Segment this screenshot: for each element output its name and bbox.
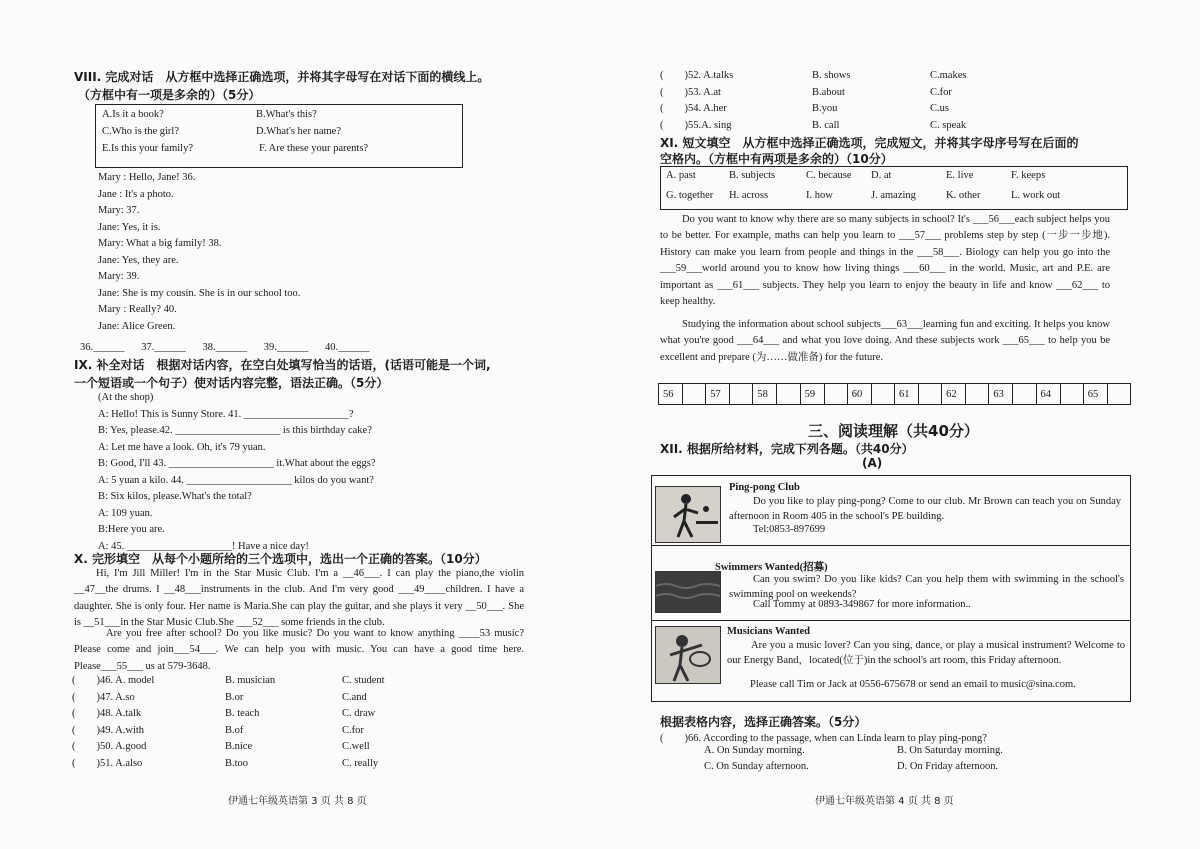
- shop-line: A: 5 yuan a kilo. 44. ____________________ kilos do you want?: [98, 474, 374, 486]
- musician-image: [655, 626, 721, 684]
- section-9-title: IX. 补全对话 根据对话内容，在空白处填写恰当的话语，(话语可能是一个词,: [74, 358, 491, 372]
- answer-cell[interactable]: [824, 384, 847, 405]
- choice-b[interactable]: B. musician: [225, 675, 276, 686]
- choice-b[interactable]: B.about: [812, 86, 845, 98]
- shop-line: A: Hello! This is Sunny Store. 41. ____________________?: [98, 408, 354, 420]
- answer-cell[interactable]: [1107, 384, 1130, 405]
- choice-a[interactable]: ( )54. A.her: [660, 103, 727, 114]
- choice-row: [72, 673, 512, 690]
- shop-line: A: Let me have a look. Oh, it's 79 yuan.: [98, 441, 266, 453]
- shop-line: B: Six kilos, please.What's the total?: [98, 491, 252, 502]
- passage-paragraph-2: Studying the information about school subjects___63___learning fun and exciting. It helps you know what you're good ___64___ and what you love doing. And these subjects work ___65___ to help you be excellent and prepare (为……做准备) for the future.: [660, 319, 1110, 363]
- shop-line: B:Here you are.: [98, 524, 165, 535]
- choice-row: [72, 739, 512, 756]
- word-option: D. at: [871, 170, 892, 181]
- answer-cell[interactable]: [871, 384, 894, 405]
- choice-a[interactable]: ( )47. A.so: [72, 691, 135, 703]
- choice-a[interactable]: ( )48. A.talk: [72, 708, 142, 719]
- option: C.Who is the girl?: [102, 126, 179, 137]
- choice-b[interactable]: B.you: [812, 103, 838, 114]
- section-11-title-cont: 空格内。（方框中有两项是多余的）（10分）: [660, 152, 893, 166]
- choice-c[interactable]: C.makes: [930, 70, 967, 81]
- choice-row: [660, 85, 1120, 102]
- shop-line: B: Good, I'll 43. ____________________ it.What about the eggs?: [98, 458, 376, 469]
- word-option: E. live: [946, 170, 974, 181]
- choice-b[interactable]: B.nice: [225, 741, 253, 752]
- dialog-line: Mary: What a big family! 38.: [98, 238, 222, 249]
- choice-c[interactable]: C.well: [342, 741, 370, 752]
- word-option: G. together: [666, 190, 714, 201]
- section-11-title: XI. 短文填空 从方框中选择正确选项，完成短文，并将其字母序号写在后面的: [660, 136, 1079, 150]
- dialog-line: Jane: Yes, they are.: [98, 254, 179, 266]
- word-option: I. how: [806, 190, 833, 201]
- word-bank-box: [660, 166, 1128, 210]
- word-option: J. amazing: [871, 190, 916, 201]
- ad-title: Swimmers Wanted(招募): [715, 562, 828, 573]
- word-option: H. across: [729, 190, 769, 201]
- question-instructions: 根据表格内容，选择正确答案。（5分）: [660, 715, 867, 729]
- choice-b[interactable]: B. call: [812, 119, 840, 131]
- answer-blanks[interactable]: 36.______ 37.______ 38.______ 39.______ 40.______: [80, 342, 370, 353]
- ad-body: Can you swim? Do you like kids? Can you help them with swimming in the school's swimming pool on weekends?: [729, 574, 1124, 600]
- choice-a[interactable]: ( )50. A.good: [72, 741, 147, 752]
- ad-title: Ping-pong Club: [729, 482, 800, 493]
- q66-option-b[interactable]: B. On Saturday morning.: [897, 745, 1003, 756]
- word-option: C. because: [806, 170, 852, 181]
- passage-paragraph-1: Do you want to know why there are so many subjects in school? It's ___56___each subject helps you to be better. For example, maths can help you learn to ___57___ problems step by step (一步一步地). History can make you learn from people and things in the ___58___. Biology can help you go into the ___59___world around you to know how living things ___60___ in the world. Music, art and P.E. are important as ___61___ subjects. They help you learn to enjoy the beauty in life and know ___62___ to keep healthy.: [660, 214, 1110, 308]
- choice-c[interactable]: C. really: [342, 757, 379, 769]
- option: A.Is it a book?: [102, 109, 164, 120]
- ad-body: Do you like to play ping-pong? Come to our club. Mr Brown can teach you on Sunday afternoon in Room 405 in the school's PE building.: [729, 496, 1121, 522]
- section-12-title: XII. 根据所给材料，完成下列各题。（共40分）: [660, 442, 914, 456]
- dialog-line: Jane: She is my cousin. She is in our school too.: [98, 287, 301, 299]
- dialog-line: Mary: 37.: [98, 205, 140, 216]
- shop-line: B: Yes, please.42. ____________________ is this birthday cake?: [98, 425, 372, 436]
- ad-contact: Please call Tim or Jack at 0556-675678 or send an email to music@sina.com.: [750, 679, 1076, 690]
- dialog-line: Jane : It's a photo.: [98, 188, 174, 200]
- choice-b[interactable]: B. teach: [225, 708, 260, 719]
- word-option: F. keeps: [1011, 170, 1046, 181]
- answer-label: 59: [800, 384, 824, 405]
- answer-cell[interactable]: [1060, 384, 1083, 405]
- answer-table: [658, 383, 1131, 405]
- choice-row: [660, 101, 1120, 118]
- option: E.Is this your family?: [102, 143, 193, 154]
- answer-cell[interactable]: [919, 384, 942, 405]
- dialog: [98, 170, 300, 335]
- page-footer: 伊通七年级英语第 3 页 共 8 页: [228, 796, 367, 807]
- word-option: A. past: [666, 170, 696, 181]
- choice-b[interactable]: B.or: [225, 691, 244, 703]
- shop-line: (At the shop): [98, 392, 154, 403]
- ad-body: Are you a music lover? Can you sing, dance, or play a musical instrument? Welcome to our Energy Band，located(位于)in the school's art room, this Friday afternoon.: [727, 640, 1125, 666]
- shop-line: A: 109 yuan.: [98, 507, 153, 519]
- answer-label: 58: [753, 384, 777, 405]
- answer-label: 57: [706, 384, 730, 405]
- dialog-line: Jane: Yes, it is.: [98, 221, 161, 233]
- section-8-subtitle: （方框中有一项是多余的）（5分）: [78, 88, 261, 102]
- swimming-image: [655, 571, 721, 613]
- ping-pong-image: [655, 486, 721, 543]
- divider: [652, 545, 1130, 546]
- answer-label: 64: [1036, 384, 1060, 405]
- choice-c[interactable]: C. draw: [342, 708, 376, 719]
- part-3-heading: 三、阅读理解（共40分）: [808, 422, 979, 440]
- section-10-title: X. 完形填空 从每个小题所给的三个选项中，选出一个正确的答案。（10分）: [74, 552, 487, 566]
- choice-row: [660, 68, 1120, 85]
- shop-dialog: [98, 390, 376, 555]
- choice-c[interactable]: C.for: [930, 86, 952, 98]
- choice-row: [72, 723, 512, 740]
- word-option: B. subjects: [729, 170, 776, 181]
- choice-c[interactable]: C.for: [342, 724, 364, 736]
- section-9-title-cont: 一个短语或一个句子）使对话内容完整，语法正确。（5分）: [74, 376, 389, 390]
- cloze-paragraph-2: Are you free after school? Do you like music? Do you want to know anything ____53 music? Please come and join___54___. We can help you with music. You can have a good time here. Please___55___ us at 579-3648.: [74, 628, 524, 672]
- options-box: [95, 104, 463, 168]
- choice-a[interactable]: ( )52. A.talks: [660, 70, 734, 81]
- q66-option-a[interactable]: A. On Sunday morning.: [704, 745, 805, 756]
- choice-row: [72, 756, 512, 773]
- choice-row: [72, 706, 512, 723]
- choice-a[interactable]: ( )55.A. sing: [660, 119, 732, 131]
- option: D.What's her name?: [256, 126, 341, 137]
- choice-c[interactable]: C.and: [342, 691, 367, 703]
- ad-contact: Tel:0853-897699: [753, 524, 826, 535]
- choice-row: [72, 690, 512, 707]
- divider: [652, 620, 1130, 621]
- q66-option-c[interactable]: C. On Sunday afternoon.: [704, 761, 809, 772]
- dialog-line: Jane: Alice Green.: [98, 320, 176, 332]
- cloze-choices-cont: [660, 68, 1120, 134]
- answer-label: 65: [1083, 384, 1107, 405]
- section-12-subtitle: (A): [862, 456, 883, 470]
- answer-cell[interactable]: [1013, 384, 1036, 405]
- answer-label: 60: [847, 384, 871, 405]
- choice-row: [660, 118, 1120, 135]
- choice-b[interactable]: B.of: [225, 724, 244, 736]
- choice-c[interactable]: C.us: [930, 103, 949, 114]
- cloze-choices: [72, 673, 512, 772]
- section-8-title: VIII. 完成对话 从方框中选择正确选项，并将其字母写在对话下面的横线上。: [74, 70, 490, 84]
- ads-box: [651, 475, 1131, 702]
- page-footer: 伊通七年级英语第 4 页 共 8 页: [815, 796, 954, 807]
- answer-label: 63: [989, 384, 1013, 405]
- word-option: L. work out: [1011, 190, 1061, 201]
- ad-contact: Call Tommy at 0893-349867 for more information..: [753, 599, 971, 610]
- choice-b[interactable]: B. shows: [812, 70, 851, 81]
- dialog-line: Mary : Hello, Jane! 36.: [98, 172, 196, 183]
- choice-c[interactable]: C. speak: [930, 119, 967, 131]
- option: B.What's this?: [256, 109, 317, 120]
- choice-b[interactable]: B.too: [225, 757, 249, 769]
- choice-a[interactable]: ( )49. A.with: [72, 724, 145, 736]
- word-option: K. other: [946, 190, 981, 201]
- answer-label: 62: [942, 384, 966, 405]
- option: F. Are these your parents?: [259, 143, 369, 154]
- answer-cell[interactable]: [966, 384, 989, 405]
- dialog-line: Mary: 39.: [98, 271, 140, 282]
- ad-title: Musicians Wanted: [727, 626, 810, 637]
- answer-label: 61: [894, 384, 918, 405]
- question-66: ( )66. According to the passage, when can Linda learn to play ping-pong?: [660, 733, 987, 744]
- answer-cell[interactable]: [730, 384, 753, 405]
- answer-cell[interactable]: [777, 384, 800, 405]
- choice-a[interactable]: ( )46. A. model: [72, 675, 155, 686]
- choice-a[interactable]: ( )53. A.at: [660, 86, 721, 98]
- answer-label: 56: [659, 384, 683, 405]
- cloze-paragraph-1: Hi, I'm Jill Miller! I'm in the Star Music Club. I'm a __46___. I can play the piano,the violin __47__the drums. I __48___instruments in the club. And I'm very good ___49____children. I have a daughter. She is only four. Her name is Maria.She can play the guitar, and she plays it very __50___. She is __51___in the Star Music Club.She ___52___ some friends in the club.: [74, 568, 524, 629]
- choice-c[interactable]: C. student: [342, 675, 385, 686]
- answer-cell[interactable]: [683, 384, 706, 405]
- shop-line: A: 45. ____________________! Have a nice day!: [98, 540, 309, 552]
- dialog-line: Mary : Really? 40.: [98, 304, 177, 315]
- choice-a[interactable]: ( )51. A.also: [72, 757, 143, 769]
- q66-option-d[interactable]: D. On Friday afternoon.: [897, 761, 999, 772]
